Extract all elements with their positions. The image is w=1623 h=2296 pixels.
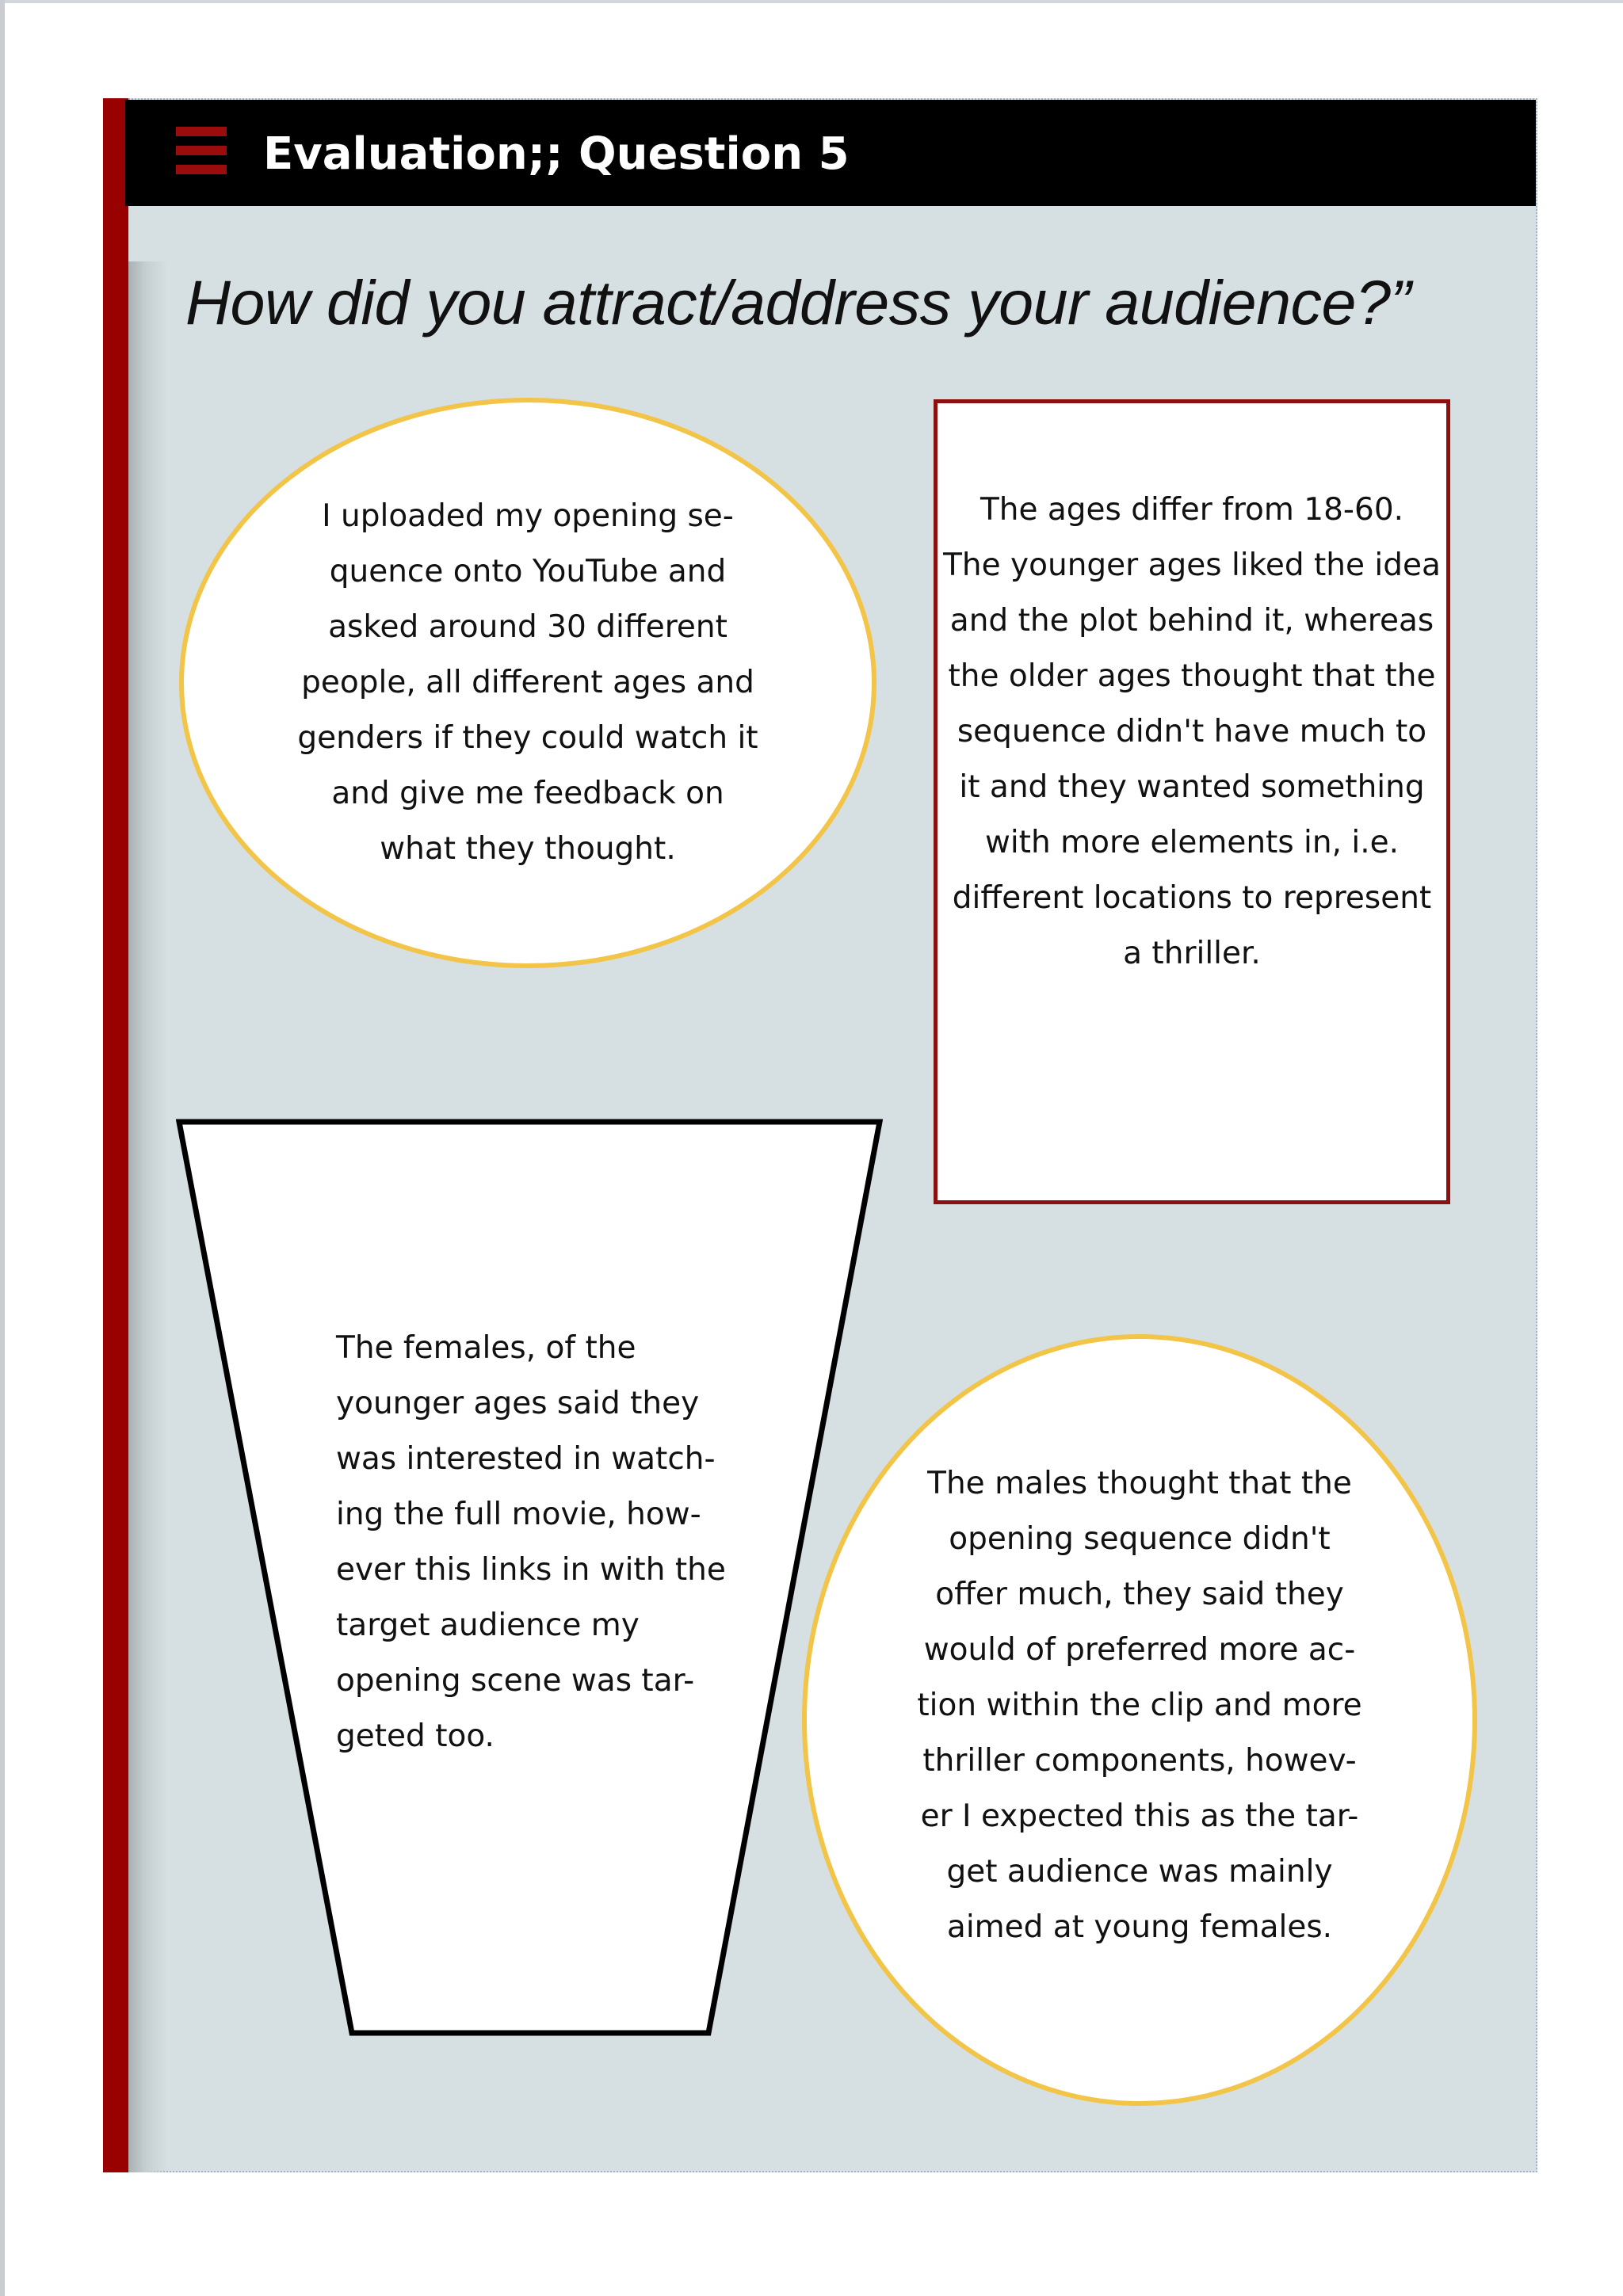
text-line: target audience my (336, 1608, 640, 1643)
text-line: opening sequence didn't (949, 1521, 1331, 1557)
page-top-edge (0, 0, 1623, 3)
text-line: and give me feedback on (331, 776, 724, 811)
rect-callout-ages-text (937, 482, 1447, 982)
text-line: asked around 30 different (328, 609, 727, 645)
text-line: was interested in watch- (336, 1441, 716, 1477)
text-line: geted too. (336, 1718, 495, 1754)
trapezoid-callout-females-text (336, 1321, 748, 1764)
text-line: thriller components, howev- (922, 1743, 1357, 1779)
text-line: it and they wanted something (959, 769, 1425, 805)
text-line: aimed at young females. (946, 1909, 1333, 1945)
text-line: The females, of the (336, 1330, 636, 1366)
oval-callout-upload-text (179, 489, 876, 877)
text-line: The younger ages liked the idea (943, 547, 1441, 583)
text-line: and the plot behind it, whereas (949, 603, 1434, 639)
text-line: tion within the clip and more (917, 1688, 1362, 1723)
text-line: sequence didn't have much to (957, 714, 1427, 749)
text-line: get audience was mainly (946, 1854, 1333, 1890)
text-line: er I expected this as the tar- (920, 1798, 1359, 1834)
text-line: offer much, they said they (935, 1577, 1344, 1612)
text-line: younger ages said they (336, 1386, 700, 1421)
oval-callout-males-text (802, 1456, 1477, 1955)
text-line: I uploaded my opening se- (322, 498, 734, 534)
left-shadow-strip (128, 261, 168, 2172)
text-line: the older ages thought that the (948, 658, 1436, 694)
question-heading: How did you attract/address your audience?” (185, 267, 1411, 338)
page-left-edge (0, 0, 5, 2296)
text-line: The males thought that the (927, 1466, 1352, 1501)
text-line: ing the full movie, how- (336, 1497, 701, 1532)
text-line: genders if they could watch it (297, 720, 758, 756)
left-accent-bar (103, 98, 128, 2172)
text-line: ever this links in with the (336, 1552, 726, 1588)
text-line: different locations to represent (952, 880, 1432, 916)
text-line: what they thought. (380, 831, 676, 867)
text-line: would of preferred more ac- (923, 1632, 1356, 1668)
hamburger-menu-icon (176, 127, 227, 177)
text-line: people, all different ages and (301, 665, 754, 700)
text-line: a thriller. (1123, 936, 1261, 971)
text-line: The ages differ from 18-60. (980, 492, 1404, 528)
text-line: quence onto YouTube and (329, 554, 727, 589)
text-line: with more elements in, i.e. (984, 825, 1400, 860)
text-line: opening scene was tar- (336, 1663, 695, 1699)
page-title: Evaluation;; Question 5 (263, 128, 850, 180)
